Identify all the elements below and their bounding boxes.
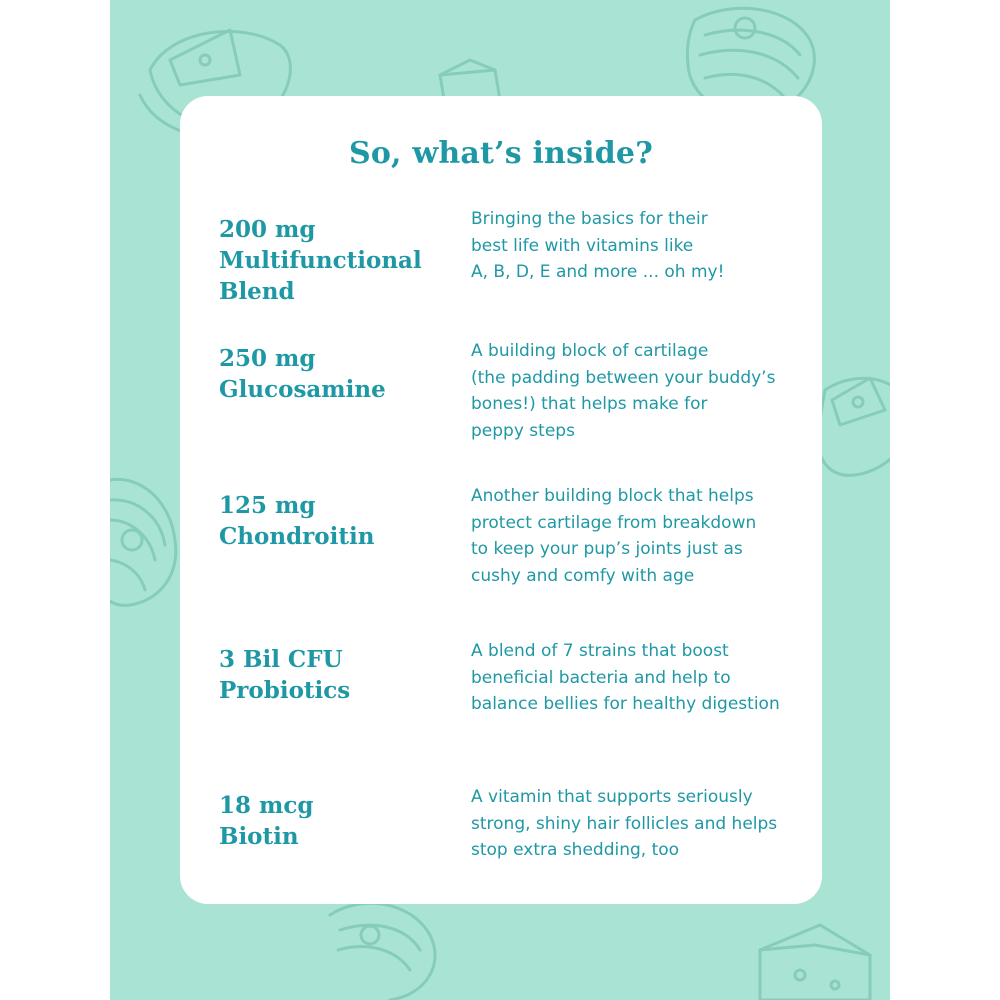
ingredient-name-line: Blend [219, 278, 295, 305]
ingredient-name-line: Chondroitin [219, 523, 375, 550]
ingredient-name-line: 200 mg [219, 216, 316, 243]
ingredient-name-line: 3 Bil CFU [219, 646, 343, 673]
description-line: stop extra shedding, too [471, 840, 680, 860]
ingredient-name [219, 790, 459, 852]
description-line: protect cartilage from breakdown [471, 512, 757, 533]
description-line: A blend of 7 strains that boost [471, 641, 729, 661]
description-line: A, B, D, E and more ... oh my! [471, 262, 725, 282]
description-line: bones!) that helps make for [471, 394, 708, 414]
description-line: A building block of cartilage [471, 341, 709, 361]
ingredient-description [471, 206, 811, 286]
description-line: beneficial bacteria and help to [471, 667, 731, 688]
ingredient-name-line: 125 mg [219, 492, 316, 519]
ingredient-name-line: 250 mg [219, 345, 316, 372]
description-line: peppy steps [471, 420, 575, 441]
cheese-doodle-icon [818, 378, 890, 475]
ingredients-card [180, 96, 822, 904]
ingredient-description [471, 338, 811, 444]
ingredient-name-line: 18 mcg [219, 792, 314, 819]
ingredient-name-line: Biotin [219, 823, 299, 850]
treat-doodle-icon [110, 479, 176, 605]
ingredient-name [219, 490, 459, 552]
ingredient-name [219, 644, 459, 706]
treat-doodle-icon [330, 903, 435, 1000]
description-line: Bringing the basics for their [471, 209, 708, 229]
ingredient-description [471, 638, 811, 718]
ingredient-description [471, 483, 811, 589]
ingredient-name-line: Glucosamine [219, 376, 386, 403]
ingredient-name [219, 343, 459, 405]
cheese-doodle-icon [760, 925, 870, 1000]
ingredient-description [471, 784, 811, 864]
description-line: Another building block that helps [471, 486, 754, 506]
description-line: cushy and comfy with age [471, 565, 695, 586]
description-line: best life with vitamins like [471, 235, 694, 256]
description-line: (the padding between your buddy’s [471, 367, 776, 388]
description-line: A vitamin that supports seriously [471, 787, 753, 807]
card-title: So, what’s inside? [348, 136, 653, 171]
description-line: strong, shiny hair follicles and helps [471, 813, 778, 834]
ingredient-name-line: Multifunctional [219, 247, 422, 274]
description-line: to keep your pup’s joints just as [471, 539, 743, 559]
description-line: balance bellies for healthy digestion [471, 694, 780, 714]
ingredient-name-line: Probiotics [219, 677, 351, 704]
ingredient-name [219, 214, 459, 307]
